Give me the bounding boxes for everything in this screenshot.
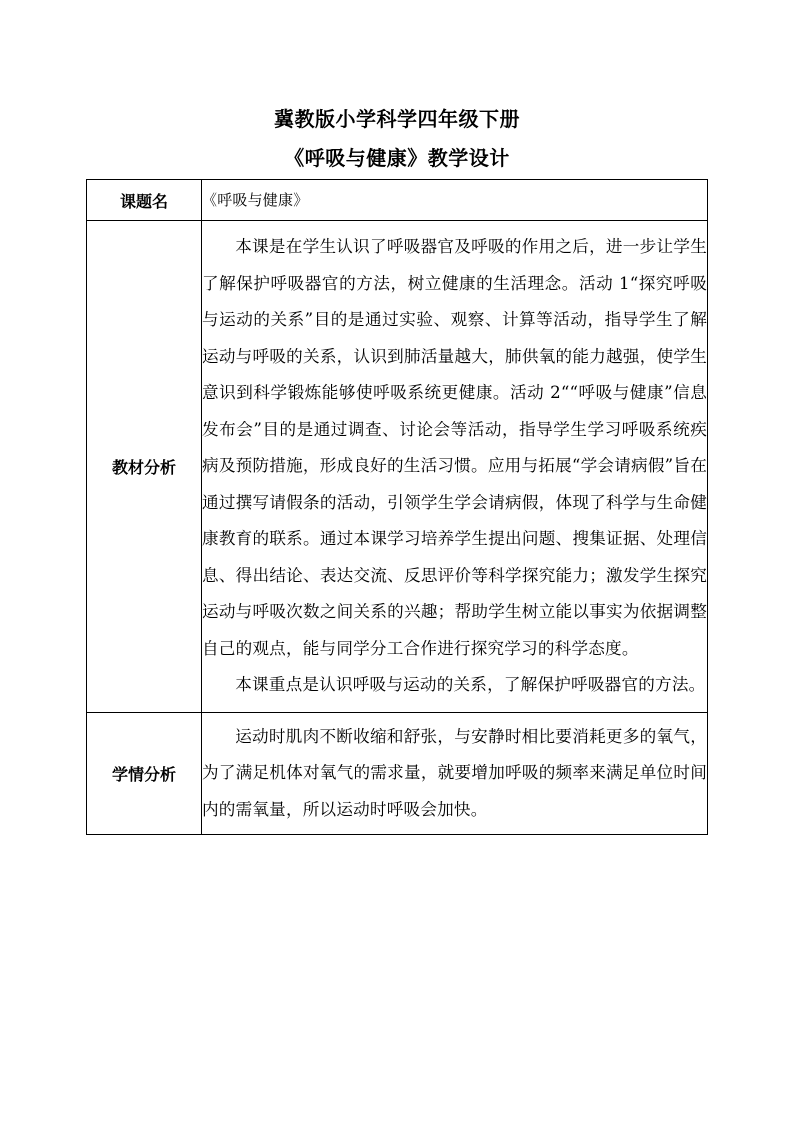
lesson-plan-table xyxy=(86,179,708,835)
learner-analysis-paragraph-1: 运动时肌肉不断收缩和舒张，与安静时相比要消耗更多的氧气，为了满足机体对氧气的需求量，就要增加呼吸的频率来满足单位时间内的需氧量，所以运动时呼吸会加快。 xyxy=(202,726,707,819)
row-content-learner-analysis xyxy=(202,712,708,835)
textbook-analysis-paragraph-2: 本课重点是认识呼吸与运动的关系，了解保护呼吸器官的方法。 xyxy=(235,675,706,694)
table-row-textbook-analysis xyxy=(87,221,708,713)
textbook-analysis-paragraph-1: 本课是在学生认识了呼吸器官及呼吸的作用之后，进一步让学生了解保护呼吸器官的方法，树立健康的生活理念。活动 1“探究呼吸与运动的关系”目的是通过实验、观察、计算等活动，指导学生了解运动与呼吸的关系，认识到肺活量越大，肺供氧的能力越强，使学生意识到科学锻炼能够使呼吸系统更健康。活动 2““呼吸与健康”信息发布会”目的是通过调查、讨论会等活动，指导学生学习呼吸系统疾病及预防措施，形成良好的生活习惯。应用与拓展“学会请病假”旨在通过撰写请假条的活动，引领学生学会请病假，体现了科学与生命健康教育的联系。通过本课学习培养学生提出问题、搜集证据、处理信息、得出结论、表达交流、反思评价等科学探究能力；激发学生探究运动与呼吸次数之间关系的兴趣；帮助学生树立能以事实为依据调整自己的观点，能与同学分工合作进行探究学习的科学态度。 xyxy=(202,237,707,658)
row-content-topic: 《呼吸与健康》 xyxy=(202,180,708,221)
row-label-learner-analysis: 学情分析 xyxy=(87,712,202,835)
table-row-topic xyxy=(87,180,708,221)
row-content-textbook-analysis xyxy=(202,221,708,713)
row-label-topic: 课题名 xyxy=(87,180,202,221)
table-row-learner-analysis xyxy=(87,712,708,835)
row-label-textbook-analysis: 教材分析 xyxy=(87,221,202,713)
document-title: 冀教版小学科学四年级下册 xyxy=(274,107,520,131)
document-subtitle: 《呼吸与健康》教学设计 xyxy=(284,146,510,170)
